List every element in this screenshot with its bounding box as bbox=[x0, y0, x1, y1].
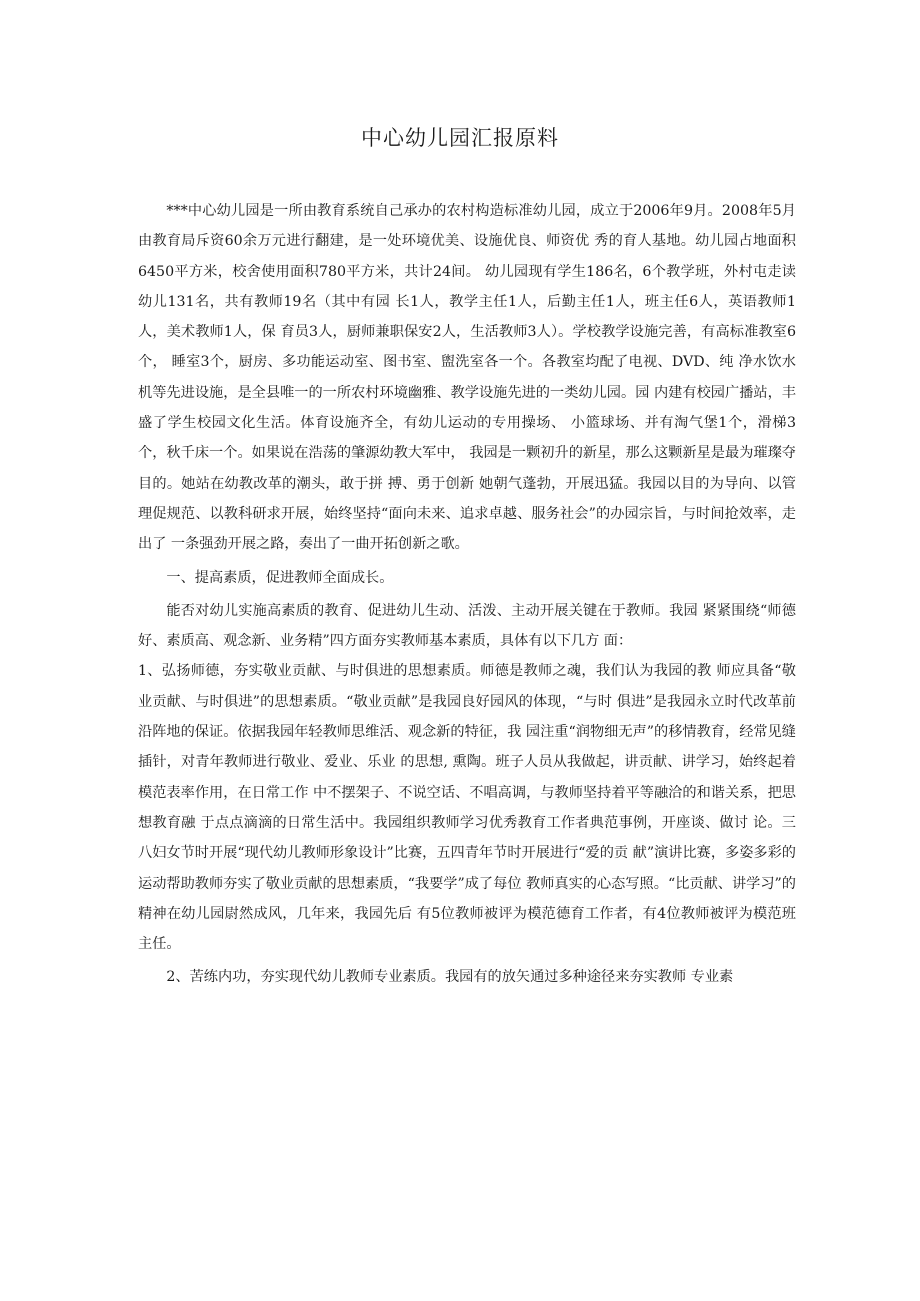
document-body bbox=[138, 196, 796, 993]
paragraph-teachers: 能否对幼儿实施高素质的教育、促进幼儿生动、活泼、主动开展关键在于教师。我园 紧紧围绕“师德好、素质高、观念新、业务精”四方面夯实教师基本素质，具体有以下几方 面： bbox=[138, 602, 796, 650]
paragraph-item-2: 2、苦练内功，夯实现代幼儿教师专业素质。我园有的放矢通过多种途径来夯实教师 专业素 bbox=[166, 969, 734, 986]
paragraph-intro: ***中心幼儿园是一所由教育系统自己承办的农村构造标准幼儿园，成立于2006年9月。2008年5月由教育局斥资60余万元进行翻建，是一处环境优美、设施优良、师资优 秀的育人基地。幼儿园占地面积6450平方米，校舍使用面积780平方米，共计24间。 幼儿园现有学生186名，6个教学班，外村屯走读幼儿131名，共有教师19名（其中有园 长1人，教学主任1人，后勤主任1人，班主任6人，英语教师1人，美术教师1人，保 育员3人，厨师兼职保安2人，生活教师3人）。学校教学设施完善，有高标准教室6个， 睡室3个，厨房、多功能运动室、图书室、盥洗室各一个。各教室均配了电视、DVD、纯 净水饮水机等先进设施，是全县唯一的一所农村环境幽雅、教学设施先进的一类幼儿园。园 内建有校园广播站，丰盛了学生校园文化生活。体育设施齐全，有幼儿运动的专用操场、 小篮球场、并有淘气堡1个，滑梯3个，秋千床一个。如果说在浩荡的肇源幼教大军中， 我园是一颗初升的新星，那么这颗新星是最为璀璨夺目的。她站在幼教改革的潮头，敢于拼 搏、勇于创新 她朝气蓬勃，开展迅猛。我园以目的为导向、以管理促规范、以教科研求开展，始终坚持“面向未来、追求卓越、服务社会”的办园宗旨，与时间抢效率，走出了 一条强劲开展之路，奏出了一曲开拓创新之歌。 bbox=[138, 203, 796, 553]
document-title: 中心幼儿园汇报原料 bbox=[361, 126, 559, 150]
section-heading-1: 一、提高素质，促进教师全面成长。 bbox=[166, 569, 394, 586]
paragraph-item-1: 1、弘扬师德，夯实敬业贡献、与时俱进的思想素质。师德是教师之魂，我们认为我园的教 师应具备“敬业贡献、与时俱进”的思想素质。“敬业贡献”是我园良好园风的体现，“与时 俱进”是我园永立时代改革前沿阵地的保证。依据我园年轻教师思维活、观念新的特征，我 园注重“润物细无声”的移情教育，经常见缝插针，对青年教师进行敬业、爱业、乐业 的思想, 熏陶。班子人员从我做起，讲贡献、讲学习，始终起着模范表率作用，在日常工作 中不摆架子、不说空话、不唱高调，与教师坚持着平等融洽的和谐关系，把思想教育融 于点点滴滴的日常生活中。我园组织教师学习优秀教育工作者典范事例，开座谈、做讨 论。三八妇女节时开展“现代幼儿教师形象设计”比赛，五四青年节时开展进行“爱的贡 献”演讲比赛，多姿多彩的运动帮助教师夯实了敬业贡献的思想素质，“我要学”成了每位 教师真实的心态写照。“比贡献、讲学习”的精神在幼儿园尉然成风，几年来，我园先后 有5位教师被评为模范德育工作者，有4位教师被评为模范班主任。 bbox=[138, 663, 796, 953]
